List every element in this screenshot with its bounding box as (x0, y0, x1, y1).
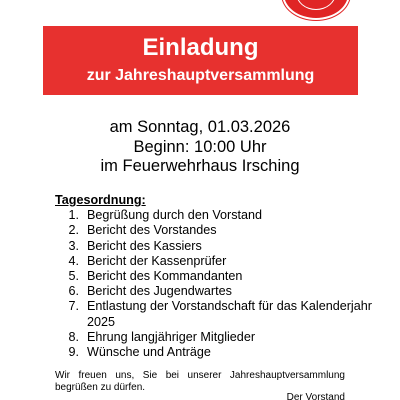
agenda-item-number: 1. (68, 208, 79, 223)
banner-subtitle: zur Jahreshauptversammlung (86, 67, 315, 84)
agenda-item-number: 8. (68, 329, 79, 344)
agenda-item-text: Ehrung langjähriger Mitglieder (87, 329, 256, 344)
agenda-item (55, 345, 375, 360)
agenda-item-text: Bericht des Kassiers (87, 238, 202, 253)
agenda-item-number: 6. (68, 284, 79, 299)
agenda-item-text: Entlastung der Vorstandschaft für das Kalenderjahr 2025 (87, 299, 372, 329)
banner-title: Einladung (142, 34, 259, 61)
logo-ring (296, 0, 336, 10)
agenda (55, 193, 375, 360)
agenda-item-text: Bericht der Kassenprüfer (87, 253, 227, 268)
agenda-item-text: Bericht des Kommandanten (87, 269, 243, 284)
closing-text: Wir freuen uns, Sie bei unserer Jahreshauptversammlung begrüßen zu dürfen. (55, 370, 345, 393)
agenda-item (55, 269, 375, 284)
agenda-item-number: 2. (68, 223, 79, 238)
agenda-item-text: Bericht des Vorstandes (87, 223, 217, 238)
agenda-item-number: 9. (68, 345, 79, 360)
agenda-item (55, 330, 375, 345)
agenda-list (55, 208, 375, 360)
event-date: am Sonntag, 01.03.2026 (109, 118, 291, 136)
title-banner (43, 26, 358, 95)
agenda-item-number: 5. (68, 269, 79, 284)
fire-brigade-logo (282, 0, 350, 20)
signature: Der Vorstand (286, 392, 345, 400)
agenda-title: Tagesordnung: (55, 193, 146, 207)
agenda-item (55, 208, 375, 223)
event-place: im Feuerwehrhaus Irsching (100, 157, 300, 175)
agenda-item-text: Bericht des Jugendwartes (87, 284, 232, 299)
agenda-item-text: Wünsche und Anträge (87, 345, 211, 360)
agenda-item-number: 7. (68, 299, 79, 314)
agenda-item (55, 299, 375, 329)
agenda-item (55, 223, 375, 238)
agenda-item (55, 254, 375, 269)
agenda-item (55, 239, 375, 254)
agenda-item-number: 4. (68, 253, 79, 268)
event-time: Beginn: 10:00 Uhr (133, 137, 267, 156)
event-details (0, 118, 400, 177)
agenda-item-text: Begrüßung durch den Vorstand (87, 208, 263, 223)
agenda-item (55, 284, 375, 299)
agenda-item-number: 3. (68, 238, 79, 253)
